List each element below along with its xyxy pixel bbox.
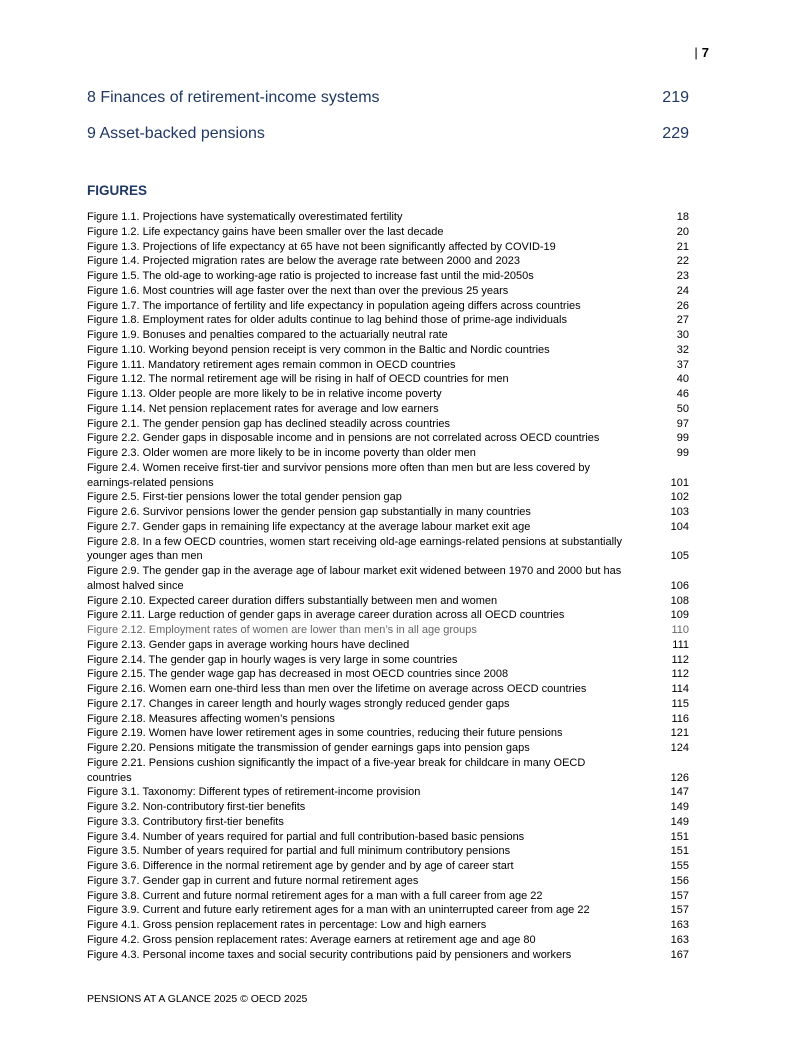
toc-entry-page: 101 [670,476,689,489]
chapter-title: 8 Finances of retirement-income systems [87,89,380,106]
toc-entry-title: Figure 2.8. In a few OECD countries, women start receiving old-age earnings-related pensions at substantially younger ages than men [87,535,622,563]
toc-entry [87,874,689,889]
toc-entry-page: 32 [676,343,689,356]
toc-entry-page: 106 [670,579,689,592]
toc-entry [87,830,689,845]
toc-entry-title: Figure 2.16. Women earn one-third less than men over the lifetime on average across OECD countries [87,683,587,695]
toc-entry [87,417,689,432]
toc-entry-page: 105 [670,550,689,563]
toc-entry-page: 147 [670,786,689,799]
toc-entry-title: Figure 1.14. Net pension replacement rates for average and low earners [87,402,439,415]
toc-entry [87,358,689,373]
toc-entry-page: 18 [676,211,689,223]
toc-entry-title: Figure 2.12. Employment rates of women are lower than men’s in all age groups [87,624,477,636]
toc-entry [87,918,689,933]
toc-entry [87,608,689,623]
toc-entry-page: 110 [671,624,689,636]
toc-entry-title: Figure 1.1. Projections have systematically overestimated fertility [87,211,403,223]
toc-entry [87,667,689,682]
toc-entry-title: Figure 1.13. Older people are more likely to be in relative income poverty [87,388,442,400]
toc-entry [87,623,689,638]
toc-entry [87,431,689,446]
toc-entry-page: 108 [670,594,689,607]
toc-entry [87,313,689,328]
toc-entry [87,535,689,565]
toc-entry-page: 99 [676,447,689,459]
toc-entry-title: Figure 1.4. Projected migration rates are below the average rate between 2000 and 2023 [87,255,520,268]
toc-entry-page: 167 [670,948,689,961]
toc-entry-title: Figure 3.1. Taxonomy: Different types of retirement-income provision [87,786,421,799]
toc-entry [87,815,689,830]
toc-entry [87,461,689,491]
toc-entry [87,785,689,800]
toc-entry [87,800,689,815]
toc-entry-page: 21 [676,240,689,253]
toc-entry-title: Figure 3.9. Current and future early retirement ages for a man with an uninterrupted career from age 22 [87,904,590,917]
figures-section-heading: FIGURES [87,183,148,198]
toc-entry-title: Figure 4.2. Gross pension replacement rates: Average earners at retirement age and age 80 [87,933,536,946]
toc-entry [87,638,689,653]
toc-entry-title: Figure 1.8. Employment rates for older adults continue to lag behind those of prime-age individuals [87,314,567,327]
toc-entry [87,240,689,255]
toc-entry-title: Figure 1.3. Projections of life expectancy at 65 have not been significantly affected by COVID-19 [87,240,556,253]
toc-entry [87,653,689,668]
toc-entry-title: Figure 2.13. Gender gaps in average working hours have declined [87,638,410,651]
toc-entry [87,948,689,963]
toc-entry-page: 149 [670,815,689,828]
toc-entry-title: Figure 2.6. Survivor pensions lower the gender pension gap substantially in many countries [87,506,531,518]
chapter-entry-9 [87,125,689,143]
toc-entry [87,712,689,727]
toc-entry [87,697,689,712]
toc-entry [87,269,689,284]
toc-entry [87,682,689,697]
toc-entry-title: Figure 3.5. Number of years required for partial and full minimum contributory pensions [87,845,511,858]
toc-entry-title: Figure 2.21. Pensions cushion significantly the impact of a five-year break for childcare in many OECD countries [87,756,586,784]
toc-entry-title: Figure 2.5. First-tier pensions lower the total gender pension gap [87,491,402,504]
toc-entry [87,446,689,461]
toc-entry-page: 163 [670,933,689,946]
toc-entry-title: Figure 2.18. Measures affecting women’s pensions [87,712,335,725]
toc-entry-title: Figure 2.4. Women receive first-tier and survivor pensions more often than men but are less covered by earnings-related pensions [87,461,590,489]
toc-entry [87,210,689,225]
toc-entry-title: Figure 1.5. The old-age to working-age ratio is projected to increase fast until the mid-2050s [87,270,534,282]
toc-entry-page: 46 [676,388,689,400]
toc-entry-title: Figure 2.15. The gender wage gap has decreased in most OECD countries since 2008 [87,668,509,681]
toc-entry-title: Figure 2.20. Pensions mitigate the transmission of gender earnings gaps into pension gaps [87,742,530,754]
toc-entry-page: 99 [676,432,689,445]
toc-entry [87,726,689,741]
toc-entry-title: Figure 2.10. Expected career duration differs substantially between men and women [87,594,498,607]
toc-entry-title: Figure 2.19. Women have lower retirement ages in some countries, reducing their future pensions [87,727,563,740]
toc-entry-title: Figure 1.10. Working beyond pension receipt is very common in the Baltic and Nordic countries [87,343,550,356]
toc-entry [87,844,689,859]
toc-entry-page: 27 [676,314,689,327]
toc-entry-page: 156 [670,874,689,887]
toc-entry-title: Figure 3.6. Difference in the normal retirement age by gender and by age of career start [87,860,514,872]
toc-entry-page: 109 [670,609,689,622]
figures-list [87,210,689,962]
toc-entry-title: Figure 2.2. Gender gaps in disposable income and in pensions are not correlated across OECD countries [87,432,600,445]
toc-entry-page: 26 [676,299,689,312]
toc-entry-page: 124 [670,742,689,754]
toc-entry-title: Figure 2.1. The gender pension gap has declined steadily across countries [87,417,451,430]
toc-entry-title: Figure 1.9. Bonuses and penalties compared to the actuarially neutral rate [87,329,448,341]
toc-entry-page: 116 [671,712,689,725]
chapter-entry-8 [87,89,689,107]
toc-entry-title: Figure 2.11. Large reduction of gender gaps in average career duration across all OECD countries [87,609,565,622]
toc-entry [87,372,689,387]
toc-entry-page: 114 [671,683,689,695]
chapter-title: 9 Asset-backed pensions [87,125,265,142]
toc-entry-title: Figure 3.3. Contributory first-tier benefits [87,815,284,828]
toc-entry-page: 30 [676,329,689,341]
toc-entry-page: 121 [670,727,689,740]
toc-entry [87,505,689,520]
toc-entry [87,594,689,609]
footer-text: PENSIONS AT A GLANCE 2025 © OECD 2025 [87,993,308,1005]
toc-entry [87,387,689,402]
toc-entry-page: 24 [676,284,689,297]
toc-entry [87,889,689,904]
toc-entry [87,343,689,358]
toc-entry [87,903,689,918]
page-number: 7 [701,45,709,60]
toc-entry-title: Figure 2.17. Changes in career length and hourly wages strongly reduced gender gaps [87,697,510,710]
toc-entry-page: 155 [670,860,689,872]
toc-entry-page: 115 [671,697,689,710]
toc-entry-title: Figure 1.2. Life expectancy gains have been smaller over the last decade [87,225,444,238]
toc-entry-page: 163 [670,919,689,931]
toc-entry-page: 111 [672,638,689,651]
toc-entry-page: 97 [676,417,689,430]
toc-entry-title: Figure 2.7. Gender gaps in remaining life expectancy at the average labour market exit age [87,520,531,533]
toc-entry-page: 126 [670,771,689,784]
chapter-page: 219 [662,89,689,106]
toc-entry-title: Figure 3.7. Gender gap in current and future normal retirement ages [87,874,419,887]
toc-entry-page: 157 [670,889,689,902]
toc-entry-page: 104 [670,520,689,533]
toc-entry [87,741,689,756]
toc-entry-page: 103 [670,506,689,518]
toc-entry-page: 37 [676,358,689,371]
toc-entry-page: 23 [676,270,689,282]
toc-entry-title: Figure 2.9. The gender gap in the average age of labour market exit widened between 1970 and 2000 but has almost halved since [87,565,622,592]
toc-entry-title: Figure 3.4. Number of years required for partial and full contribution-based basic pensions [87,830,525,843]
page-number-header [694,45,709,60]
toc-entry-title: Figure 1.6. Most countries will age faster over the next than over the previous 25 years [87,284,509,297]
toc-entry-title: Figure 1.7. The importance of fertility and life expectancy in population ageing differs across countries [87,299,581,312]
toc-entry-title: Figure 2.3. Older women are more likely to be in income poverty than older men [87,447,476,459]
toc-entry [87,490,689,505]
toc-entry [87,933,689,948]
toc-entry-title: Figure 2.14. The gender gap in hourly wages is very large in some countries [87,653,458,666]
toc-entry-page: 102 [670,491,689,504]
toc-entry [87,328,689,343]
toc-entry-page: 149 [670,801,689,813]
toc-entry [87,254,689,269]
toc-entry [87,756,689,786]
toc-content [87,89,689,962]
toc-entry-page: 151 [670,830,689,843]
toc-entry [87,859,689,874]
toc-entry-page: 157 [670,904,689,917]
toc-entry [87,284,689,299]
toc-entry [87,402,689,417]
page-number-separator: | [694,45,698,60]
toc-entry [87,299,689,314]
toc-entry-page: 40 [676,373,689,386]
toc-entry-title: Figure 3.2. Non-contributory first-tier benefits [87,801,306,813]
toc-entry [87,225,689,240]
toc-entry-page: 112 [671,653,689,666]
toc-entry-title: Figure 1.11. Mandatory retirement ages remain common in OECD countries [87,358,456,371]
toc-entry-page: 112 [671,668,689,681]
toc-entry-page: 20 [676,225,689,238]
toc-entry-title: Figure 4.1. Gross pension replacement rates in percentage: Low and high earners [87,919,487,931]
toc-entry-page: 50 [676,402,689,415]
toc-entry-title: Figure 3.8. Current and future normal retirement ages for a man with a full career from age 22 [87,889,543,902]
chapter-page: 229 [662,125,689,142]
toc-entry [87,564,689,594]
toc-entry-page: 22 [676,255,689,268]
toc-entry [87,520,689,535]
toc-entry-title: Figure 4.3. Personal income taxes and social security contributions paid by pensioners and workers [87,948,572,961]
toc-entry-title: Figure 1.12. The normal retirement age will be rising in half of OECD countries for men [87,373,509,386]
toc-entry-page: 151 [670,845,689,858]
